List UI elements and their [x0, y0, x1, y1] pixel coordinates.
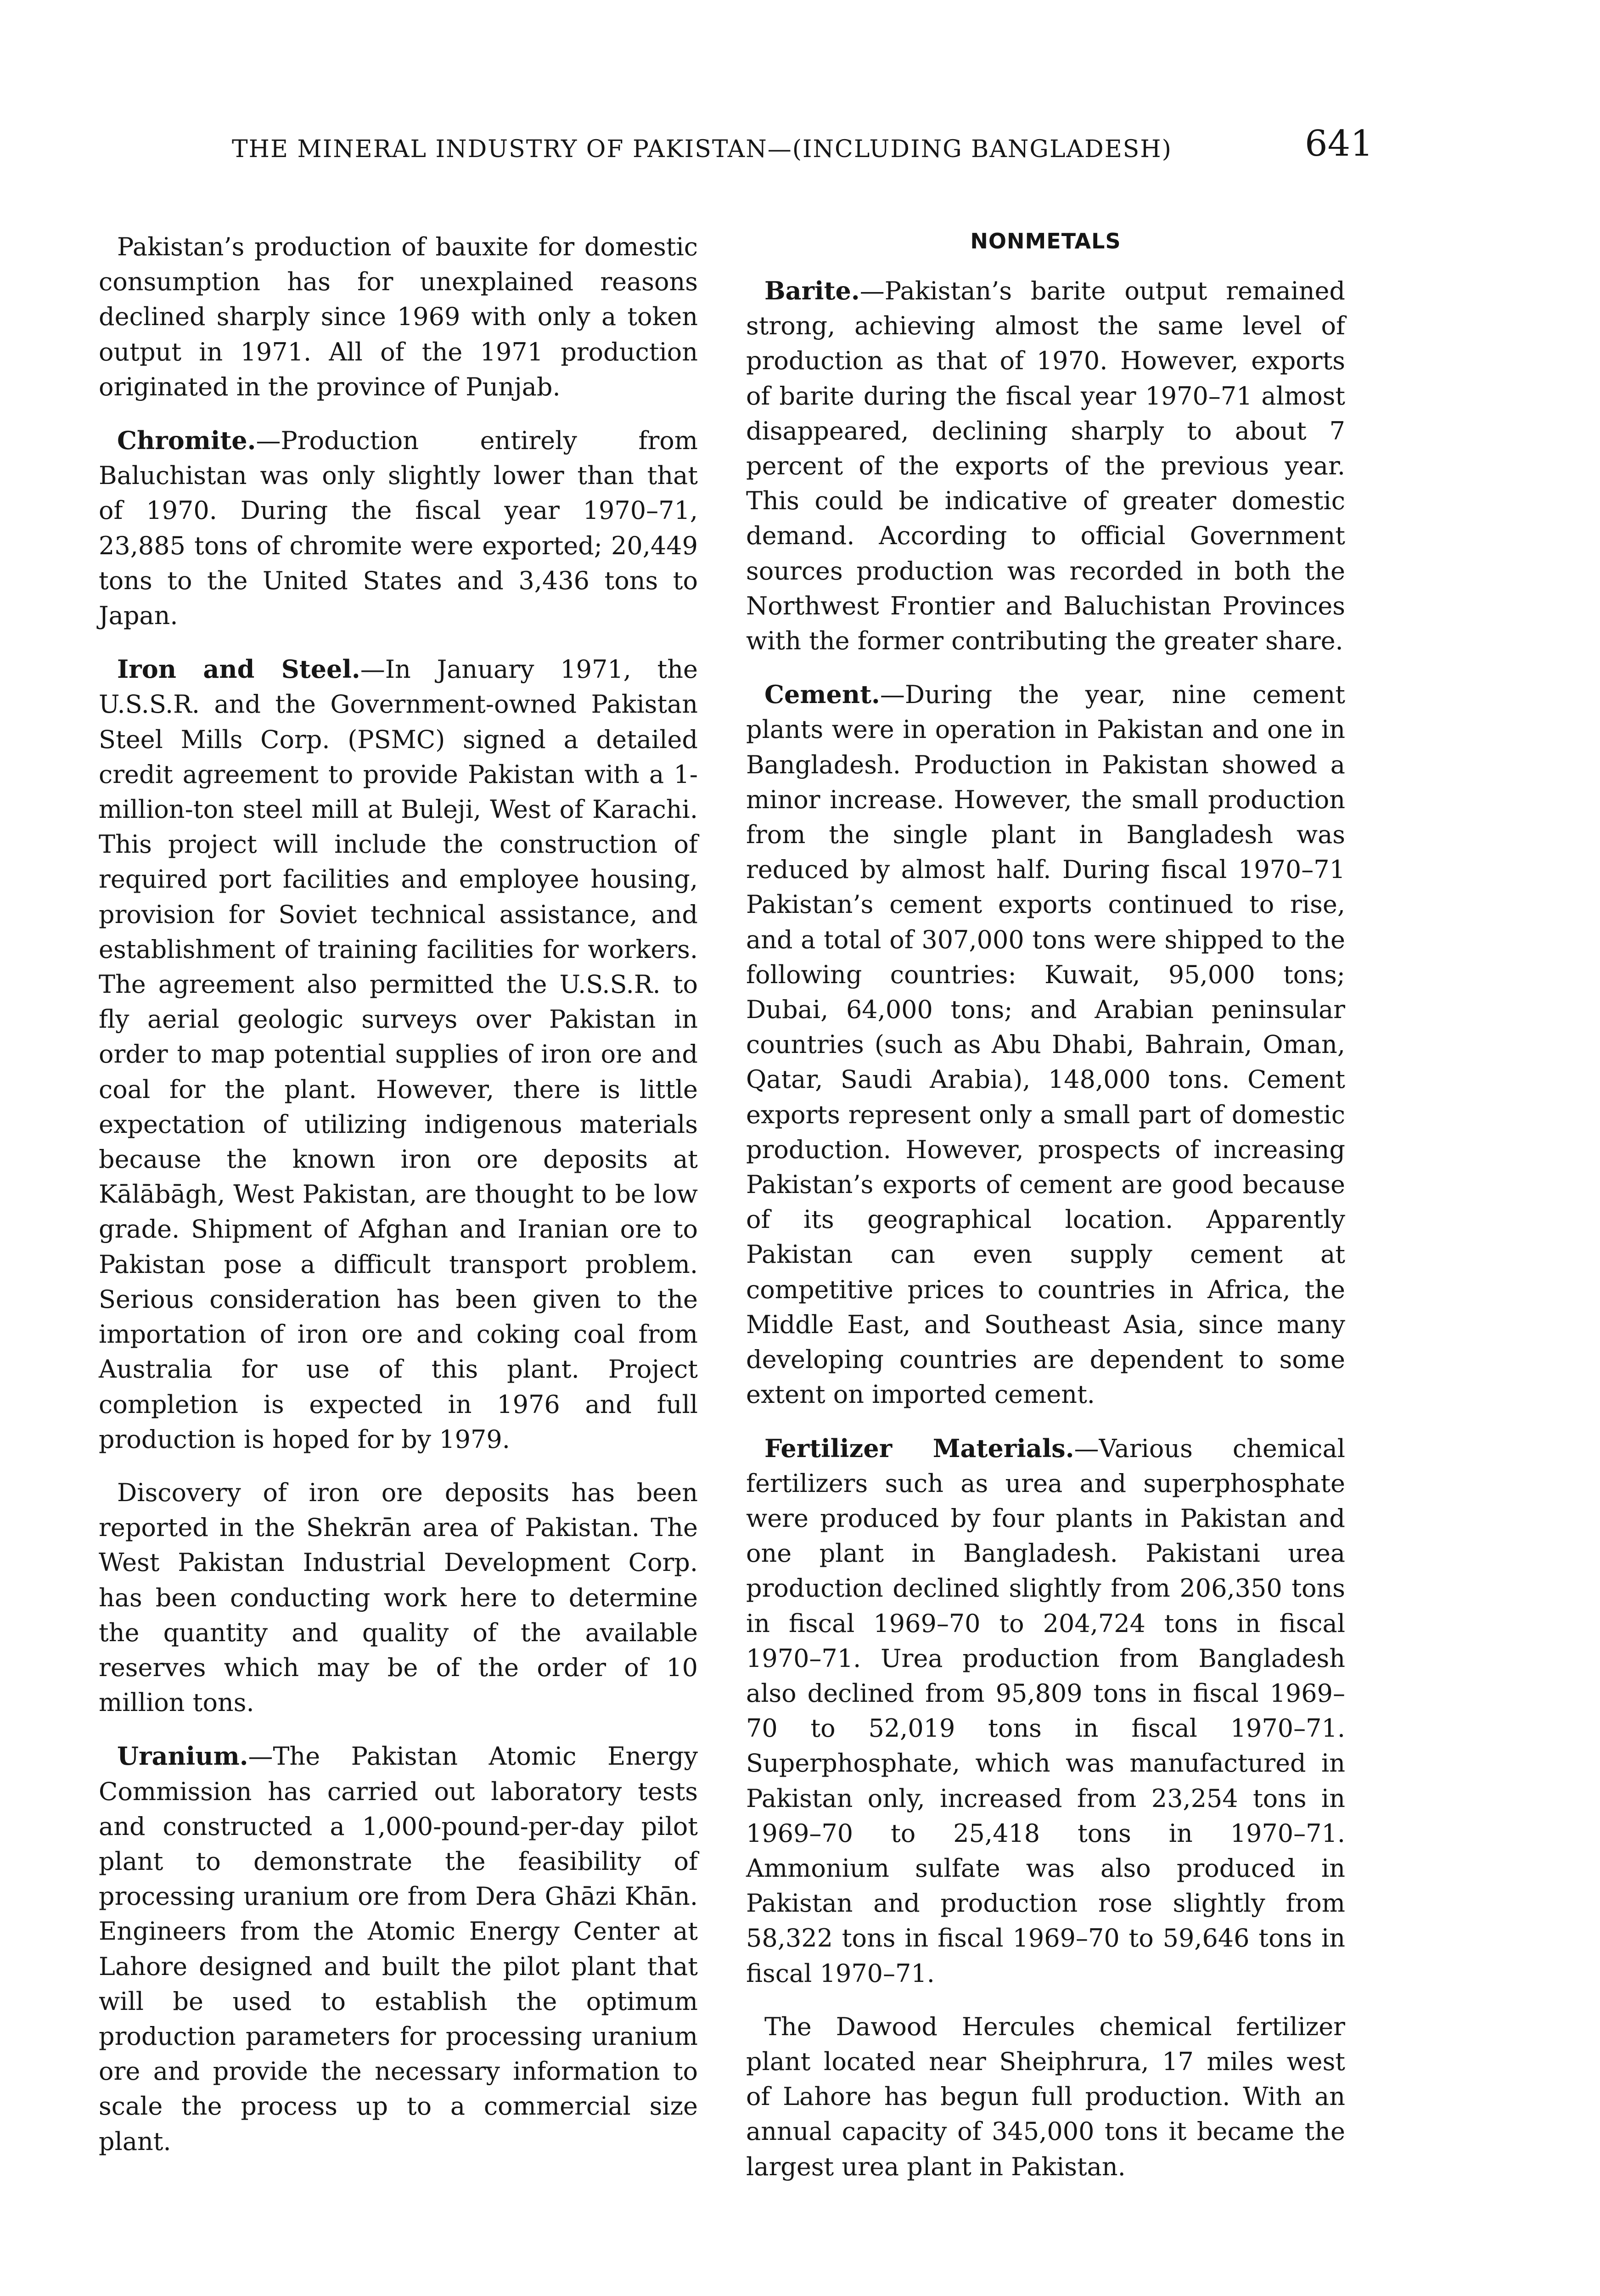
paragraph-chromite — [99, 423, 698, 633]
run-in-heading-barite: Barite. — [764, 276, 860, 305]
paragraph-body: —During the year, nine cement plants were in operation in Pakistan and one in Bangladesh. Production in Pakistan showed a minor increase. However, the small production from the single plant in Bangladesh was reduced by almost half. During fiscal 1970–71 Pakistan’s cement exports continued to rise, and a total of 307,000 tons were shipped to the following countries: Kuwait, 95,000 tons; Dubai, 64,000 tons; and Arabian peninsular countries (such as Abu Dhabi, Bahrain, Oman, Qatar, Saudi Arabia), 148,000 tons. Cement exports represent only a small part of domestic production. However, prospects of increasing Pakistan’s exports of cement are good because of its geographical location. Apparently Pakistan can even supply cement at competitive prices to countries in Africa, the Middle East, and Southeast Asia, since many developing countries are dependent to some extent on imported cement. — [746, 680, 1345, 1409]
paragraph-fertilizer-materials — [746, 1431, 1345, 1991]
run-in-heading-cement: Cement. — [764, 680, 880, 709]
page-number: 641 — [1305, 123, 1373, 164]
paragraph-body: —The Pakistan Atomic Energy Commission has carried out laboratory tests and constructed a 1,000-pound-per-day pilot plant to demonstrate the feasibility of processing uranium ore from Dera Ghāzi Khān. Engineers from the Atomic Energy Center at Lahore designed and built the pilot plant that will be used to establish the optimum production parameters for processing uranium ore and provide the necessary information to scale the process up to a commercial size plant. — [99, 1742, 698, 2156]
left-column — [99, 230, 698, 2178]
paragraph-cement — [746, 677, 1345, 1412]
right-column — [746, 227, 1345, 2203]
run-in-heading-iron-and-steel: Iron and Steel. — [117, 654, 360, 684]
section-heading-nonmetals: NONMETALS — [970, 229, 1121, 253]
paragraph-barite — [746, 273, 1345, 658]
paragraph-body: —Pakistan’s barite output remained strong, achieving almost the same level of production as that of 1970. However, exports of barite during the fiscal year 1970–71 almost disappeared, declining sharply to about 7 percent of the exports of the previous year. This could be indicative of greater domestic demand. According to official Government sources production was recorded in both the Northwest Frontier and Baluchistan Provinces with the former contributing the greater share. — [746, 276, 1345, 656]
paragraph-bauxite: Pakistan’s production of bauxite for domestic consumption has for unexplained reasons declined sharply since 1969 with only a token output in 1971. All of the 1971 production originated in the province of Punjab. — [99, 232, 698, 401]
paragraph-body: —Various chemical fertilizers such as urea and superphosphate were produced by four plants in Pakistan and one plant in Bangladesh. Pakistani urea production declined slightly from 206,350 tons in fiscal 1969–70 to 204,724 tons in fiscal 1970–71. Urea production from Bangladesh also declined from 95,809 tons in fiscal 1969–70 to 52,019 tons in fiscal 1970–71. Superphosphate, which was manufactured in Pakistan only, increased from 23,254 tons in 1969–70 to 25,418 tons in 1970–71. Ammonium sulfate was also produced in Pakistan and production rose slightly from 58,322 tons in fiscal 1969–70 to 59,646 tons in fiscal 1970–71. — [746, 1434, 1345, 1988]
paragraph-dawood-hercules: The Dawood Hercules chemical fertilizer plant located near Sheiphrura, 17 miles west of Lahore has begun full production. With an annual capacity of 345,000 tons it became the largest urea plant in Pakistan. — [746, 2012, 1345, 2181]
run-in-heading-fertilizer-materials: Fertilizer Materials. — [764, 1433, 1074, 1463]
paragraph-iron-and-steel — [99, 652, 698, 1457]
run-in-heading-uranium: Uranium. — [117, 1741, 248, 1771]
header-title: THE MINERAL INDUSTRY OF PAKISTAN—(INCLUDING BANGLADESH) — [232, 135, 1172, 163]
paragraph-iron-ore-discovery: Discovery of iron ore deposits has been reported in the Shekrān area of Pakistan. The West Pakistan Industrial Development Corp. has been conducting work here to determine the quantity and quality of the available reserves which may be of the order of 10 million tons. — [99, 1478, 698, 1717]
paragraph-uranium — [99, 1739, 698, 2159]
run-in-heading-chromite: Chromite. — [117, 426, 256, 456]
paragraph-body: —In January 1971, the U.S.S.R. and the Government-owned Pakistan Steel Mills Corp. (PSMC) signed a detailed credit agreement to provide Pakistan with a 1-million-ton steel mill at Buleji, West of Karachi. This project will include the construction of required port facilities and employee housing, provision for Soviet technical assistance, and establishment of training facilities for workers. The agreement also permitted the U.S.S.R. to fly aerial geologic surveys over Pakistan in order to map potential supplies of iron ore and coal for the plant. However, there is little expectation of utilizing indigenous materials because the known iron ore deposits at Kālābāgh, West Pakistan, are thought to be low grade. Shipment of Afghan and Iranian ore to Pakistan pose a difficult transport problem. Serious consideration has been given to the importation of iron ore and coking coal from Australia for use of this plant. Project completion is expected in 1976 and full production is hoped for by 1979. — [99, 655, 698, 1454]
paragraph-body: —Production entirely from Baluchistan was only slightly lower than that of 1970. During the fiscal year 1970–71, 23,885 tons of chromite were exported; 20,449 tons to the United States and 3,436 tons to Japan. — [99, 426, 698, 630]
